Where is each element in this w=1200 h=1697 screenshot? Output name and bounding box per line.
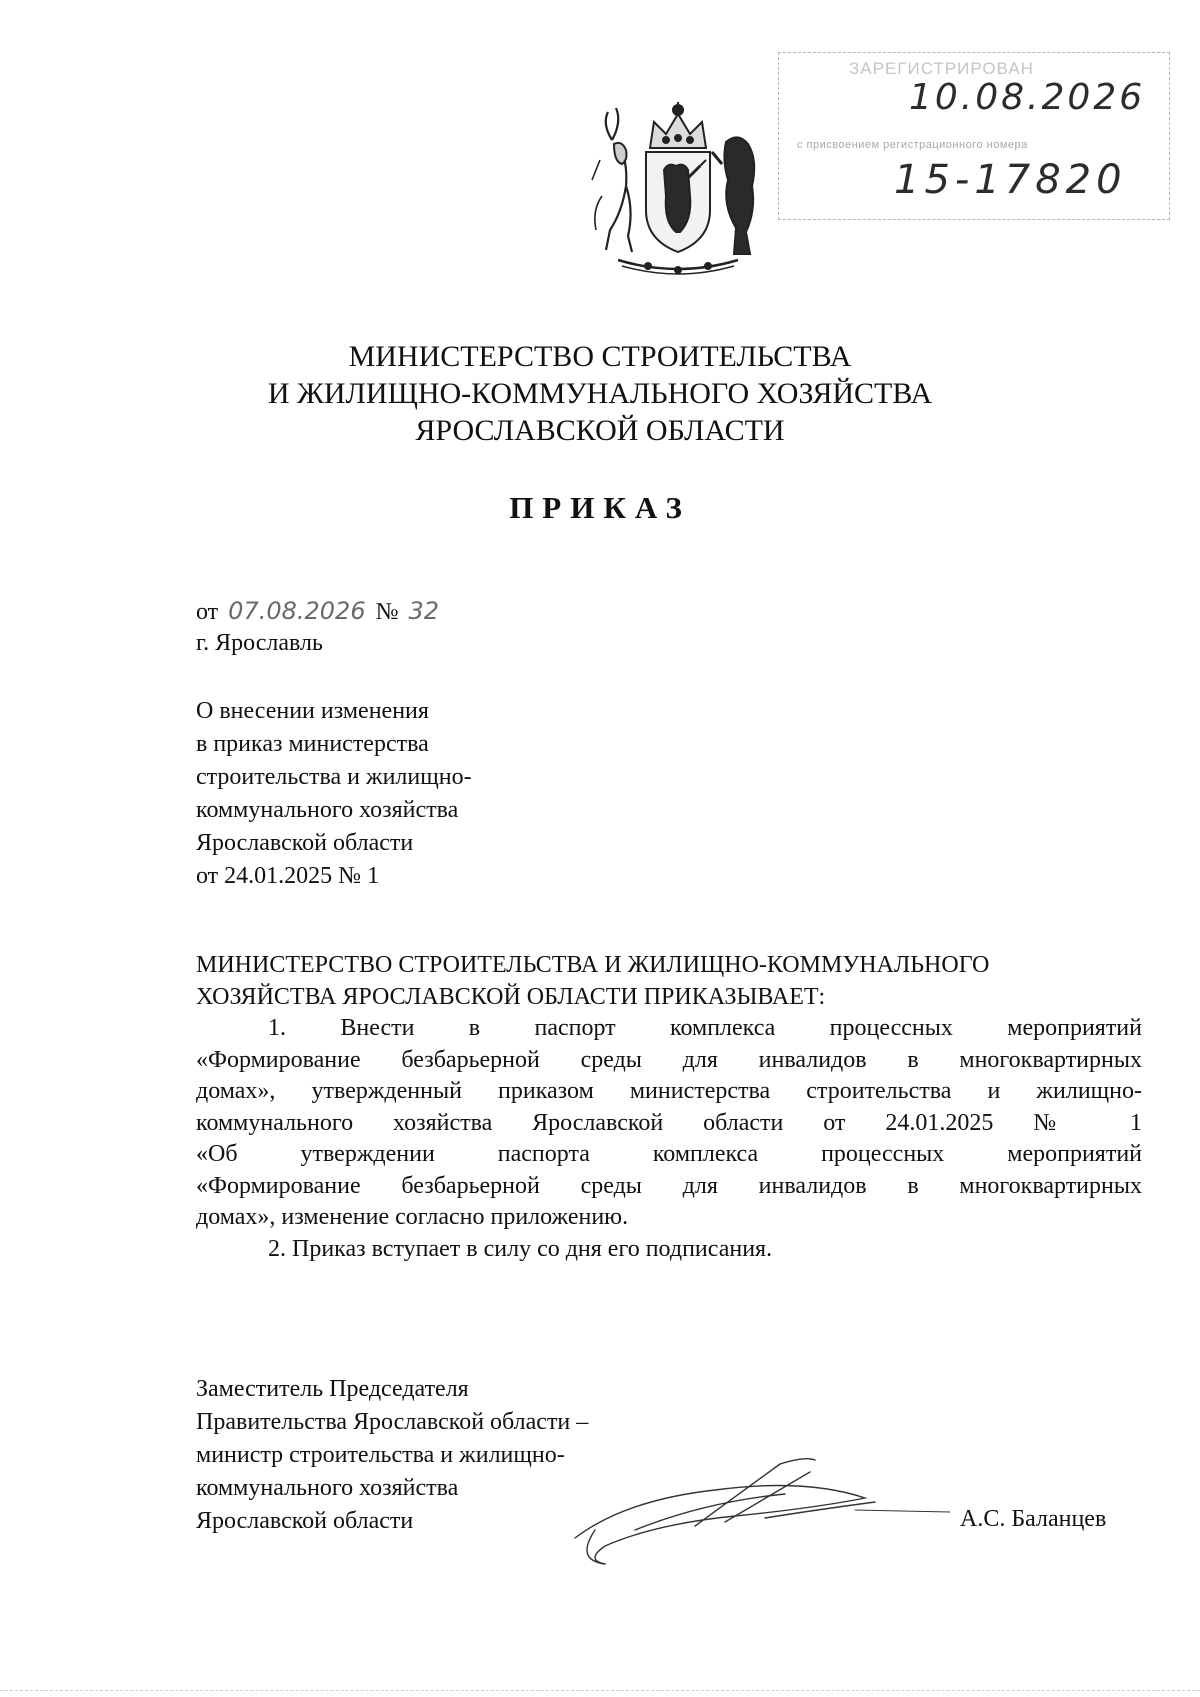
- stamp-header: ЗАРЕГИСТРИРОВАН: [849, 59, 1034, 78]
- document-city: г. Ярославль: [196, 630, 323, 656]
- stamp-caption: с присвоением регистрационного номера: [797, 139, 1028, 151]
- document-body: [196, 950, 1142, 1265]
- date-prefix: от: [196, 599, 219, 625]
- item-1-line: домах», изменение согласно приложению.: [196, 1204, 629, 1230]
- position-line: Заместитель Председателя: [196, 1376, 469, 1402]
- position-line: Правительства Ярославской области –: [196, 1409, 589, 1435]
- item-1-line: «Об утверждении паспорта комплекса процессных мероприятий: [196, 1141, 1142, 1167]
- position-line: Ярославской области: [196, 1508, 414, 1534]
- subject-line: строительства и жилищно-: [196, 764, 472, 790]
- document-date-number: [196, 597, 443, 626]
- subject-line: Ярославской области: [196, 830, 414, 856]
- header-line-2: И ЖИЛИЩНО-КОММУНАЛЬНОГО ХОЗЯЙСТВА: [267, 377, 933, 410]
- subject-line: коммунального хозяйства: [196, 797, 459, 823]
- item-1-line: 1. Внести в паспорт комплекса процессных мероприятий: [268, 1015, 1142, 1041]
- preamble-line: МИНИСТЕРСТВО СТРОИТЕЛЬСТВА И ЖИЛИЩНО-КОММУНАЛЬНОГО: [196, 952, 990, 978]
- header-line-3: ЯРОСЛАВСКОЙ ОБЛАСТИ: [415, 414, 785, 447]
- subject-line: в приказ министерства: [196, 731, 429, 757]
- signatory-name: А.С. Баланцев: [960, 1506, 1107, 1532]
- subject-line: О внесении изменения: [196, 698, 429, 724]
- handwritten-signature: [565, 1450, 950, 1570]
- document-number: 32: [408, 597, 440, 625]
- stamp-number: 15-17820: [894, 157, 1127, 203]
- subject-line: от 24.01.2025 № 1: [196, 863, 380, 889]
- item-1-line: коммунального хозяйства Ярославской области от 24.01.2025 № 1: [196, 1109, 1142, 1136]
- registration-stamp: [778, 52, 1170, 220]
- item-1-line: домах», утвержденный приказом министерства строительства и жилищно-: [196, 1078, 1142, 1104]
- document-date: 07.08.2026: [228, 597, 366, 625]
- position-line: министр строительства и жилищно-: [196, 1442, 565, 1468]
- ministry-header: [0, 338, 1200, 449]
- coat-of-arms-icon: [588, 100, 768, 275]
- item-1-line: «Формирование безбарьерной среды для инвалидов в многоквартирных: [196, 1046, 1142, 1073]
- document-subject: [196, 695, 576, 893]
- number-prefix: №: [375, 599, 399, 625]
- item-2: 2. Приказ вступает в силу со дня его подписания.: [268, 1235, 773, 1262]
- document-type-title: ПРИКАЗ: [509, 490, 691, 525]
- position-line: коммунального хозяйства: [196, 1475, 459, 1501]
- preamble-line: ХОЗЯЙСТВА ЯРОСЛАВСКОЙ ОБЛАСТИ ПРИКАЗЫВАЕТ:: [196, 983, 826, 1010]
- item-1-line: «Формирование безбарьерной среды для инвалидов в многоквартирных: [196, 1172, 1142, 1199]
- stamp-date: 10.08.2026: [909, 77, 1146, 118]
- page-bottom-edge: [0, 1690, 1200, 1692]
- header-line-1: МИНИСТЕРСТВО СТРОИТЕЛЬСТВА: [348, 340, 852, 373]
